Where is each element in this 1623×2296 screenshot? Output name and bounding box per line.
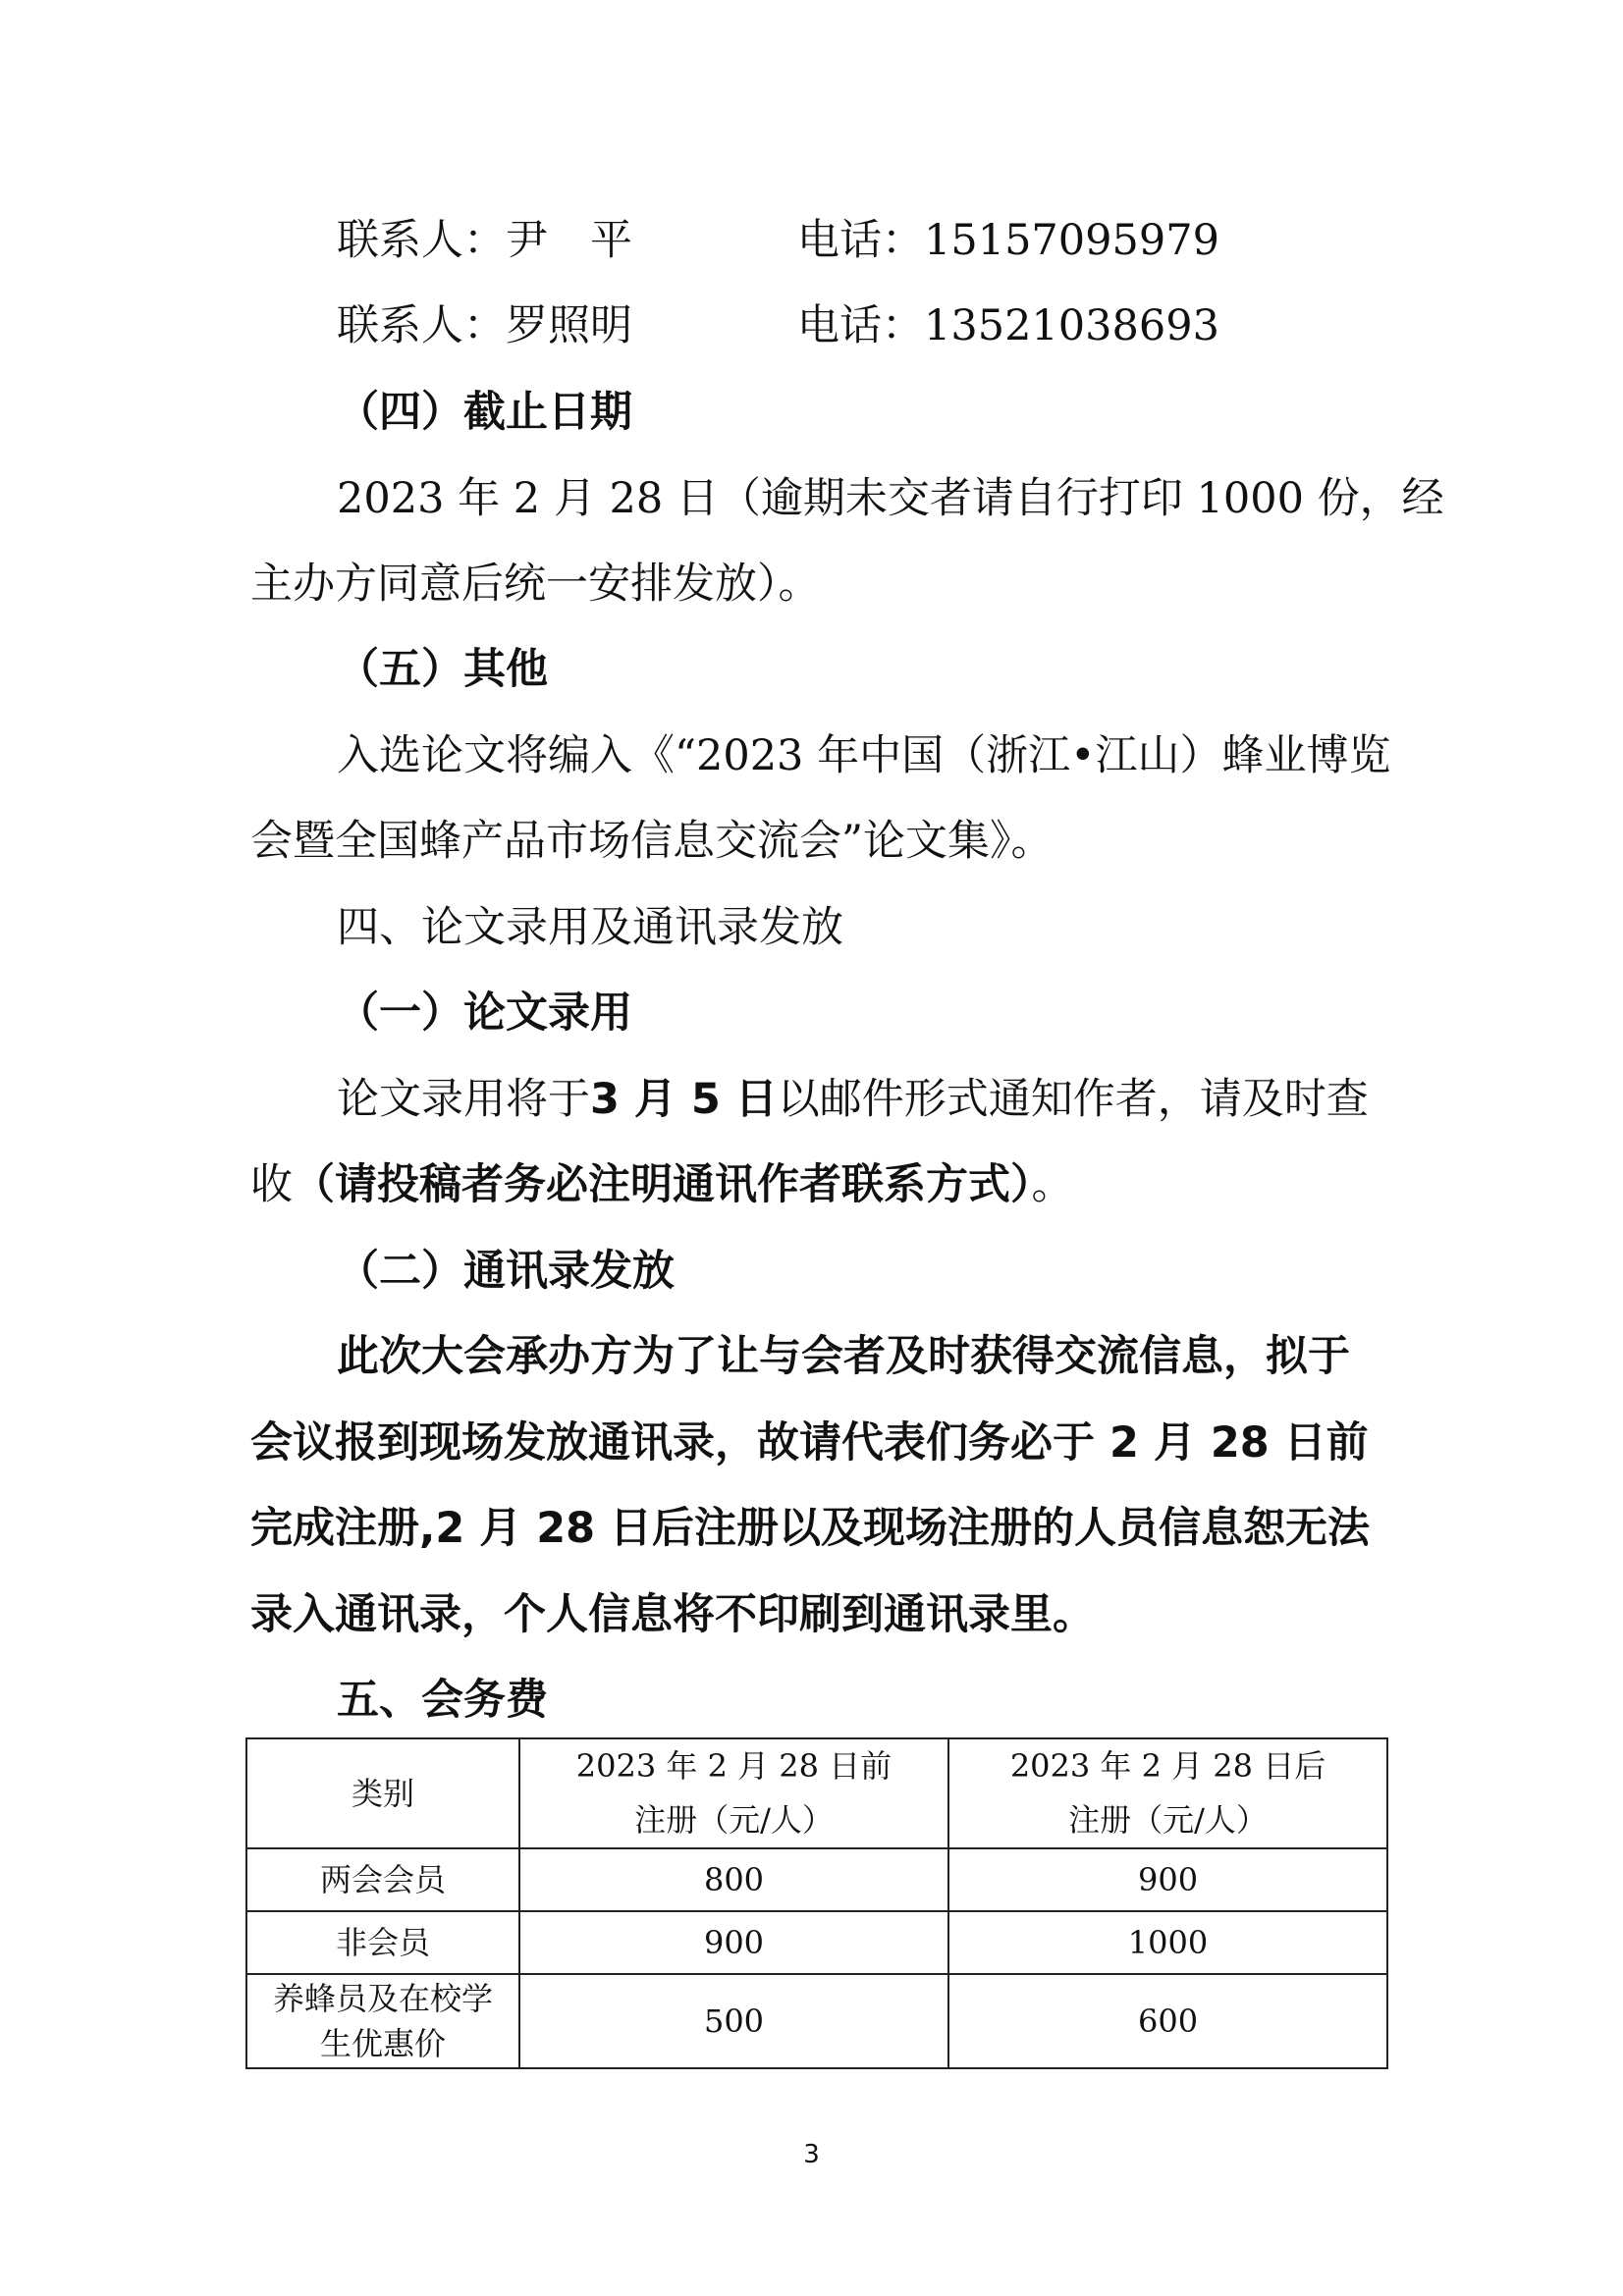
header-before-line-2: 注册（元/人） xyxy=(634,1801,834,1839)
acceptance-text-d: 收 xyxy=(250,1160,293,1209)
row-fee-before: 500 xyxy=(519,1974,948,2068)
directory-text-line-1: 此次大会承办方为了让与会者及时获得交流信息，拟于 xyxy=(337,1332,1350,1381)
header-before-line-1: 2023 年 2 月 28 日前 xyxy=(575,1747,893,1785)
acceptance-note: （请投稿者务必注明通讯作者联系方式） xyxy=(293,1160,1032,1209)
table-row xyxy=(246,1911,1387,1974)
directory-text-line-2: 会议报到现场发放通讯录，故请代表们务必于 2 月 28 日前 xyxy=(250,1418,1369,1468)
acceptance-text-e: 。 xyxy=(1031,1160,1074,1209)
row-fee-after: 1000 xyxy=(948,1911,1387,1974)
row-category: 非会员 xyxy=(246,1911,519,1974)
heading-section-4: 四、论文录用及通讯录发放 xyxy=(337,903,843,952)
row-fee-after: 600 xyxy=(948,1974,1387,2068)
heading-fees: 五、会务费 xyxy=(337,1676,548,1725)
acceptance-text-a: 论文录用将于 xyxy=(337,1075,590,1124)
header-after-line-2: 注册（元/人） xyxy=(1068,1801,1268,1839)
fee-table-header xyxy=(246,1738,1387,1848)
directory-text-line-4: 录入通讯录，个人信息将不印刷到通讯录里。 xyxy=(250,1590,1095,1639)
deadline-text-line-2: 主办方同意后统一安排发放）。 xyxy=(250,560,821,609)
heading-directory: （二）通讯录发放 xyxy=(337,1247,675,1296)
acceptance-text-c: 以邮件形式通知作者，请及时查 xyxy=(777,1075,1369,1124)
header-after xyxy=(948,1738,1387,1848)
row-fee-before: 900 xyxy=(519,1911,948,1974)
table-row xyxy=(246,1974,1387,2068)
heading-other: （五）其他 xyxy=(337,645,548,694)
heading-deadline: （四）截止日期 xyxy=(337,388,632,437)
row-category: 两会会员 xyxy=(246,1848,519,1911)
contact-name-1: 联系人：尹 平 xyxy=(337,216,632,265)
row-category-line-2: 生优惠价 xyxy=(319,2025,446,2062)
fee-table xyxy=(245,1737,1388,2069)
other-text-line-2: 会暨全国蜂产品市场信息交流会”论文集》。 xyxy=(250,817,1054,866)
contact-phone-1: 电话：15157095979 xyxy=(797,216,1219,265)
row-fee-after: 900 xyxy=(948,1848,1387,1911)
header-before xyxy=(519,1738,948,1848)
page-number: 3 xyxy=(803,2140,820,2169)
row-fee-before: 800 xyxy=(519,1848,948,1911)
acceptance-text-line-2 xyxy=(250,1155,1074,1214)
table-row xyxy=(246,1848,1387,1911)
heading-paper-acceptance: （一）论文录用 xyxy=(337,988,632,1038)
row-category-line-1: 养蜂员及在校学 xyxy=(272,1980,493,2017)
acceptance-text-line-1 xyxy=(337,1070,1369,1129)
other-text-line-1: 入选论文将编入《“2023 年中国（浙江•江山）蜂业博览 xyxy=(337,731,1391,780)
contact-phone-2: 电话：13521038693 xyxy=(797,301,1219,350)
row-category xyxy=(246,1974,519,2068)
deadline-text-line-1: 2 0 2 3 年 2 月 2 8 日 （ 逾 期 未 交 者 请 自 行 打 印 1 0 0 0 份 ， 经 xyxy=(337,474,1444,523)
contact-name-2: 联系人：罗照明 xyxy=(337,301,632,350)
header-after-line-1: 2023 年 2 月 28 日后 xyxy=(1009,1747,1326,1785)
directory-text-line-3: 完成注册,2 月 28 日后注册以及现场注册的人员信息恕无法 xyxy=(250,1504,1371,1553)
header-category: 类别 xyxy=(246,1738,519,1848)
acceptance-date: 3 月 5 日 xyxy=(590,1075,778,1124)
